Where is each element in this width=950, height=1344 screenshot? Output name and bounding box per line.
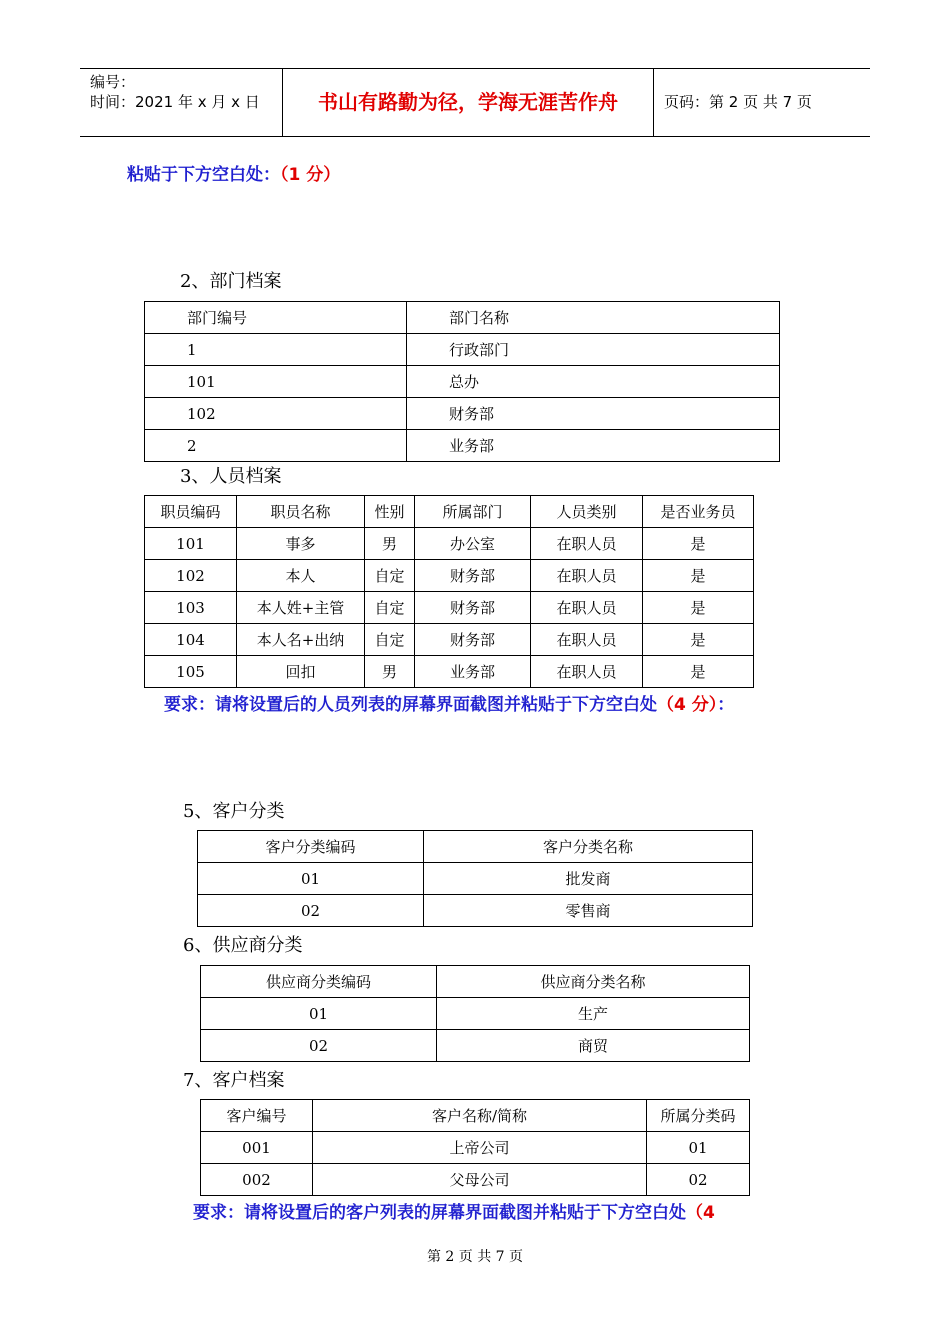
table-cell: 是	[643, 656, 754, 688]
table-cell: 是	[643, 592, 754, 624]
table-row	[145, 398, 780, 430]
requirement-paste-1	[127, 160, 340, 185]
time-label: 时间：2021 年 x 月 x 日	[90, 93, 260, 111]
table-row	[145, 334, 780, 366]
header-cell: 部门名称	[407, 302, 780, 334]
table-cell: 是	[643, 528, 754, 560]
table-cell: 业务部	[415, 656, 531, 688]
header-cell: 客户分类名称	[424, 831, 753, 863]
department-table	[144, 301, 780, 462]
table-cell: 02	[198, 895, 424, 927]
page-number-label: 页码：第 2 页 共 7 页	[664, 93, 812, 111]
header-cell: 性别	[365, 496, 415, 528]
table-cell: 是	[643, 624, 754, 656]
table-row	[145, 656, 754, 688]
table-cell: 财务部	[407, 398, 780, 430]
table-cell: 1	[145, 334, 407, 366]
table-header-row	[145, 496, 754, 528]
table-row	[201, 1030, 750, 1062]
table-row	[198, 895, 753, 927]
table-row	[145, 560, 754, 592]
table-cell: 本人名+出纳	[237, 624, 365, 656]
table-cell: 办公室	[415, 528, 531, 560]
table-cell: 批发商	[424, 863, 753, 895]
table-cell: 本人姓+主管	[237, 592, 365, 624]
table-cell: 在职人员	[531, 528, 643, 560]
requirement-text: 粘贴于下方空白处：	[127, 165, 280, 185]
section-title-staff: 3、人员档案	[180, 466, 282, 487]
table-cell: 在职人员	[531, 560, 643, 592]
page-header	[80, 68, 870, 137]
requirement-score: （4	[686, 1203, 715, 1223]
table-cell: 商贸	[437, 1030, 750, 1062]
table-cell: 财务部	[415, 560, 531, 592]
requirement-paste-3	[193, 1198, 715, 1223]
table-cell: 103	[145, 592, 237, 624]
table-cell: 行政部门	[407, 334, 780, 366]
table-cell: 生产	[437, 998, 750, 1030]
table-row	[145, 528, 754, 560]
header-motto: 书山有路勤为径，学海无涯苦作舟	[282, 69, 654, 136]
table-cell: 01	[647, 1132, 750, 1164]
section-title-customer-record: 7、客户档案	[183, 1070, 285, 1091]
section-title-customer-category: 5、客户分类	[183, 801, 285, 822]
requirement-text: 要求：请将设置后的人员列表的屏幕界面截图并粘贴于下方空白处	[164, 695, 657, 715]
table-header-row	[145, 302, 780, 334]
table-cell: 002	[201, 1164, 313, 1196]
table-row	[145, 430, 780, 462]
header-cell: 客户分类编码	[198, 831, 424, 863]
header-cell: 所属分类码	[647, 1100, 750, 1132]
section-title-department: 2、部门档案	[180, 271, 282, 292]
table-cell: 总办	[407, 366, 780, 398]
table-row	[201, 1132, 750, 1164]
header-meta	[80, 69, 282, 136]
header-cell: 部门编号	[145, 302, 407, 334]
table-header-row	[198, 831, 753, 863]
table-cell: 本人	[237, 560, 365, 592]
table-cell: 自定	[365, 560, 415, 592]
table-cell: 男	[365, 528, 415, 560]
table-cell: 001	[201, 1132, 313, 1164]
section-title-supplier-category: 6、供应商分类	[183, 935, 303, 956]
supplier-category-table	[200, 965, 750, 1062]
table-cell: 财务部	[415, 592, 531, 624]
table-cell: 01	[201, 998, 437, 1030]
table-row	[145, 592, 754, 624]
header-cell: 人员类别	[531, 496, 643, 528]
header-cell: 职员编码	[145, 496, 237, 528]
table-cell: 自定	[365, 624, 415, 656]
table-cell: 零售商	[424, 895, 753, 927]
requirement-paste-2	[164, 690, 734, 715]
header-cell: 供应商分类编码	[201, 966, 437, 998]
table-cell: 101	[145, 366, 407, 398]
number-label: 编号：	[90, 73, 136, 91]
table-cell: 父母公司	[313, 1164, 647, 1196]
table-cell: 事多	[237, 528, 365, 560]
requirement-score: （4 分）	[657, 695, 718, 715]
table-cell: 回扣	[237, 656, 365, 688]
table-row	[145, 624, 754, 656]
requirement-text: 要求：请将设置后的客户列表的屏幕界面截图并粘贴于下方空白处	[193, 1203, 686, 1223]
table-row	[201, 1164, 750, 1196]
page-footer: 第 2 页 共 7 页	[426, 1249, 524, 1265]
customer-record-table	[200, 1099, 750, 1196]
requirement-score: （1 分）	[280, 165, 341, 185]
table-cell: 104	[145, 624, 237, 656]
table-cell: 105	[145, 656, 237, 688]
table-header-row	[201, 1100, 750, 1132]
table-cell: 在职人员	[531, 656, 643, 688]
header-cell: 职员名称	[237, 496, 365, 528]
staff-table	[144, 495, 754, 688]
requirement-tail: ：	[717, 695, 735, 715]
table-cell: 02	[201, 1030, 437, 1062]
header-cell: 是否业务员	[643, 496, 754, 528]
customer-category-table	[197, 830, 753, 927]
table-cell: 在职人员	[531, 592, 643, 624]
table-row	[201, 998, 750, 1030]
table-cell: 02	[647, 1164, 750, 1196]
header-cell: 所属部门	[415, 496, 531, 528]
header-cell: 供应商分类名称	[437, 966, 750, 998]
table-cell: 在职人员	[531, 624, 643, 656]
table-cell: 自定	[365, 592, 415, 624]
table-cell: 2	[145, 430, 407, 462]
table-row	[145, 366, 780, 398]
table-cell: 上帝公司	[313, 1132, 647, 1164]
header-cell: 客户编号	[201, 1100, 313, 1132]
table-cell: 男	[365, 656, 415, 688]
table-cell: 是	[643, 560, 754, 592]
table-row	[198, 863, 753, 895]
table-cell: 102	[145, 560, 237, 592]
table-header-row	[201, 966, 750, 998]
table-cell: 财务部	[415, 624, 531, 656]
table-cell: 业务部	[407, 430, 780, 462]
table-cell: 101	[145, 528, 237, 560]
header-cell: 客户名称/简称	[313, 1100, 647, 1132]
table-cell: 01	[198, 863, 424, 895]
table-cell: 102	[145, 398, 407, 430]
